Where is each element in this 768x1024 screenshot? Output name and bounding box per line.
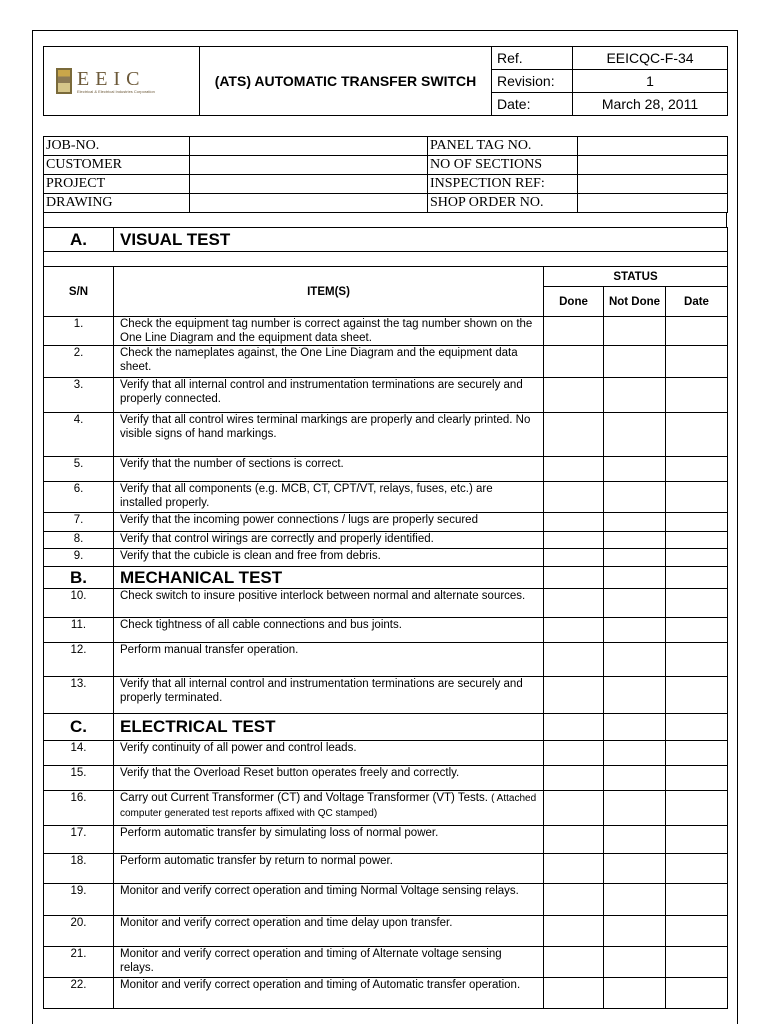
table-row [44,826,728,854]
ref-label: Ref. [492,47,573,70]
row-item: Check the equipment tag number is correct against the tag number shown on the One Line Diagram and the equipment data sheet. [114,317,544,346]
date-cell[interactable] [666,947,728,978]
eeic-logo-icon [56,68,72,94]
section-title: MECHANICAL TEST [114,567,544,589]
row-sn: 1. [44,317,114,346]
revision-value: 1 [573,70,728,93]
table-row [44,346,728,378]
drawing-field[interactable] [190,194,428,213]
not-done-cell[interactable] [604,854,666,884]
done-cell[interactable] [544,741,604,766]
done-cell [544,567,604,589]
shop-order-label: SHOP ORDER NO. [428,194,578,213]
row-item: Monitor and verify correct operation and timing of Automatic transfer operation. [114,978,544,1009]
not-done-cell[interactable] [604,884,666,916]
not-done-cell[interactable] [604,766,666,791]
done-cell[interactable] [544,677,604,714]
row-item: Check the nameplates against, the One Line Diagram and the equipment data sheet. [114,346,544,378]
row-item: Verify that all components (e.g. MCB, CT, CPT/VT, relays, fuses, etc.) are installed properly. [114,482,544,513]
row-item: Monitor and verify correct operation and timing Normal Voltage sensing relays. [114,884,544,916]
row-sn: 5. [44,457,114,482]
section-letter: C. [44,714,114,741]
sn-header: S/N [44,267,114,317]
table-row [44,317,728,346]
done-cell[interactable] [544,916,604,947]
form-header [43,46,728,116]
row-sn: 3. [44,378,114,413]
table-row [44,643,728,677]
project-label: PROJECT [44,175,190,194]
sections-label: NO OF SECTIONS [428,156,578,175]
table-row [44,482,728,513]
not-done-cell[interactable] [604,513,666,532]
done-cell[interactable] [544,791,604,826]
row-item [114,791,544,826]
section-title: ELECTRICAL TEST [114,714,544,741]
done-cell[interactable] [544,618,604,643]
done-cell[interactable] [544,826,604,854]
date-cell [666,714,728,741]
row-item: Check tightness of all cable connections and bus joints. [114,618,544,643]
date-value: March 28, 2011 [573,93,728,116]
row-sn: 11. [44,618,114,643]
row-item: Verify that all internal control and instrumentation terminations are securely and properly terminated. [114,677,544,714]
not-done-cell[interactable] [604,947,666,978]
table-row [44,549,728,567]
not-done-cell[interactable] [604,791,666,826]
row-item: Verify continuity of all power and control leads. [114,741,544,766]
date-cell[interactable] [666,643,728,677]
inspection-ref-label: INSPECTION REF: [428,175,578,194]
items-header: ITEM(S) [114,267,544,317]
done-cell[interactable] [544,643,604,677]
table-row [44,677,728,714]
date-cell[interactable] [666,766,728,791]
item-text: Carry out Current Transformer (CT) and Voltage Transformer (VT) Tests. [120,792,488,804]
done-cell[interactable] [544,854,604,884]
project-field[interactable] [190,175,428,194]
row-sn: 8. [44,532,114,549]
drawing-label: DRAWING [44,194,190,213]
row-sn: 9. [44,549,114,567]
section-letter: A. [44,228,114,252]
item-note: ( Attached computer generated test reports affixed with QC stamped) [120,793,537,819]
row-item: Verify that control wirings are correctly and properly identified. [114,532,544,549]
not-done-cell[interactable] [604,482,666,513]
date-label: Date: [492,93,573,116]
row-sn: 16. [44,791,114,826]
done-cell[interactable] [544,413,604,457]
not-done-cell [604,567,666,589]
not-done-cell[interactable] [604,317,666,346]
date-cell[interactable] [666,317,728,346]
table-row [44,766,728,791]
row-sn: 6. [44,482,114,513]
done-cell[interactable] [544,884,604,916]
date-cell[interactable] [666,741,728,766]
table-row [44,791,728,826]
not-done-cell[interactable] [604,618,666,643]
company-logo [44,47,200,116]
row-item: Verify that the incoming power connections / lugs are properly secured [114,513,544,532]
job-info-table [43,136,728,213]
not-done-cell[interactable] [604,643,666,677]
table-row [44,513,728,532]
done-cell[interactable] [544,766,604,791]
row-item: Perform automatic transfer by return to normal power. [114,854,544,884]
done-cell[interactable] [544,589,604,618]
row-item: Perform manual transfer operation. [114,643,544,677]
table-row [44,457,728,482]
done-cell[interactable] [544,549,604,567]
date-cell[interactable] [666,677,728,714]
date-cell[interactable] [666,482,728,513]
date-cell[interactable] [666,916,728,947]
section-letter: B. [44,567,114,589]
done-cell[interactable] [544,482,604,513]
row-sn: 4. [44,413,114,457]
section-header [44,714,728,741]
checklist-table [43,227,728,1009]
table-row [44,854,728,884]
row-sn: 15. [44,766,114,791]
row-sn: 14. [44,741,114,766]
date-cell[interactable] [666,532,728,549]
row-sn: 13. [44,677,114,714]
date-cell[interactable] [666,978,728,1009]
form-title: (ATS) AUTOMATIC TRANSFER SWITCH [200,47,492,116]
done-cell[interactable] [544,378,604,413]
date-cell[interactable] [666,854,728,884]
not-done-cell[interactable] [604,677,666,714]
table-row [44,947,728,978]
customer-field[interactable] [190,156,428,175]
date-cell[interactable] [666,618,728,643]
table-row [44,532,728,549]
row-sn: 22. [44,978,114,1009]
done-cell[interactable] [544,346,604,378]
row-sn: 18. [44,854,114,884]
date-cell[interactable] [666,413,728,457]
job-no-label: JOB-NO. [44,137,190,156]
date-cell [666,567,728,589]
not-done-cell[interactable] [604,457,666,482]
not-done-cell[interactable] [604,741,666,766]
not-done-cell [604,714,666,741]
section-title: VISUAL TEST [114,228,728,252]
row-item: Perform automatic transfer by simulating loss of normal power. [114,826,544,854]
done-cell[interactable] [544,978,604,1009]
date-cell[interactable] [666,884,728,916]
row-item: Verify that all control wires terminal markings are properly and clearly printed. No visible signs of hand markings. [114,413,544,457]
not-done-cell[interactable] [604,413,666,457]
revision-label: Revision: [492,70,573,93]
date-cell[interactable] [666,457,728,482]
row-sn: 20. [44,916,114,947]
done-cell[interactable] [544,947,604,978]
not-done-cell[interactable] [604,589,666,618]
date-cell[interactable] [666,346,728,378]
done-cell[interactable] [544,513,604,532]
row-item: Verify that all internal control and instrumentation terminations are securely and properly connected. [114,378,544,413]
logo-subtitle: Electrical & Electrical Industries Corporation [77,88,155,94]
sections-field[interactable] [578,156,728,175]
ref-value: EEICQC-F-34 [573,47,728,70]
not-done-cell[interactable] [604,916,666,947]
blank-row [44,252,728,267]
done-cell[interactable] [544,457,604,482]
row-sn: 17. [44,826,114,854]
row-item: Verify that the Overload Reset button operates freely and correctly. [114,766,544,791]
not-done-cell[interactable] [604,346,666,378]
not-done-cell[interactable] [604,978,666,1009]
job-no-field[interactable] [190,137,428,156]
not-done-cell[interactable] [604,826,666,854]
row-item: Monitor and verify correct operation and timing of Alternate voltage sensing relays. [114,947,544,978]
not-done-cell[interactable] [604,532,666,549]
table-row [44,413,728,457]
date-cell[interactable] [666,826,728,854]
done-cell [544,714,604,741]
table-row [44,978,728,1009]
table-row [44,589,728,618]
done-cell[interactable] [544,532,604,549]
not-done-cell[interactable] [604,378,666,413]
row-sn: 12. [44,643,114,677]
date-cell[interactable] [666,378,728,413]
form-sheet [32,30,738,1024]
table-row [44,884,728,916]
date-cell[interactable] [666,791,728,826]
row-sn: 7. [44,513,114,532]
row-sn: 19. [44,884,114,916]
not-done-header: Not Done [604,287,666,317]
row-sn: 21. [44,947,114,978]
shop-order-field[interactable] [578,194,728,213]
status-header: STATUS [544,267,728,287]
done-cell[interactable] [544,317,604,346]
date-cell[interactable] [666,589,728,618]
spacer-row [43,212,727,228]
row-item: Monitor and verify correct operation and time delay upon transfer. [114,916,544,947]
customer-label: CUSTOMER [44,156,190,175]
panel-tag-label: PANEL TAG NO. [428,137,578,156]
row-item: Check switch to insure positive interlock between normal and alternate sources. [114,589,544,618]
logo-letters: EEIC [77,67,146,90]
date-header: Date [666,287,728,317]
table-row [44,618,728,643]
date-cell[interactable] [666,549,728,567]
row-sn: 2. [44,346,114,378]
table-row [44,741,728,766]
done-header: Done [544,287,604,317]
section-header [44,228,728,252]
table-row [44,378,728,413]
section-header [44,567,728,589]
table-row [44,916,728,947]
not-done-cell[interactable] [604,549,666,567]
row-item: Verify that the cubicle is clean and free from debris. [114,549,544,567]
inspection-ref-field[interactable] [578,175,728,194]
row-sn: 10. [44,589,114,618]
date-cell[interactable] [666,513,728,532]
panel-tag-field[interactable] [578,137,728,156]
row-item: Verify that the number of sections is correct. [114,457,544,482]
